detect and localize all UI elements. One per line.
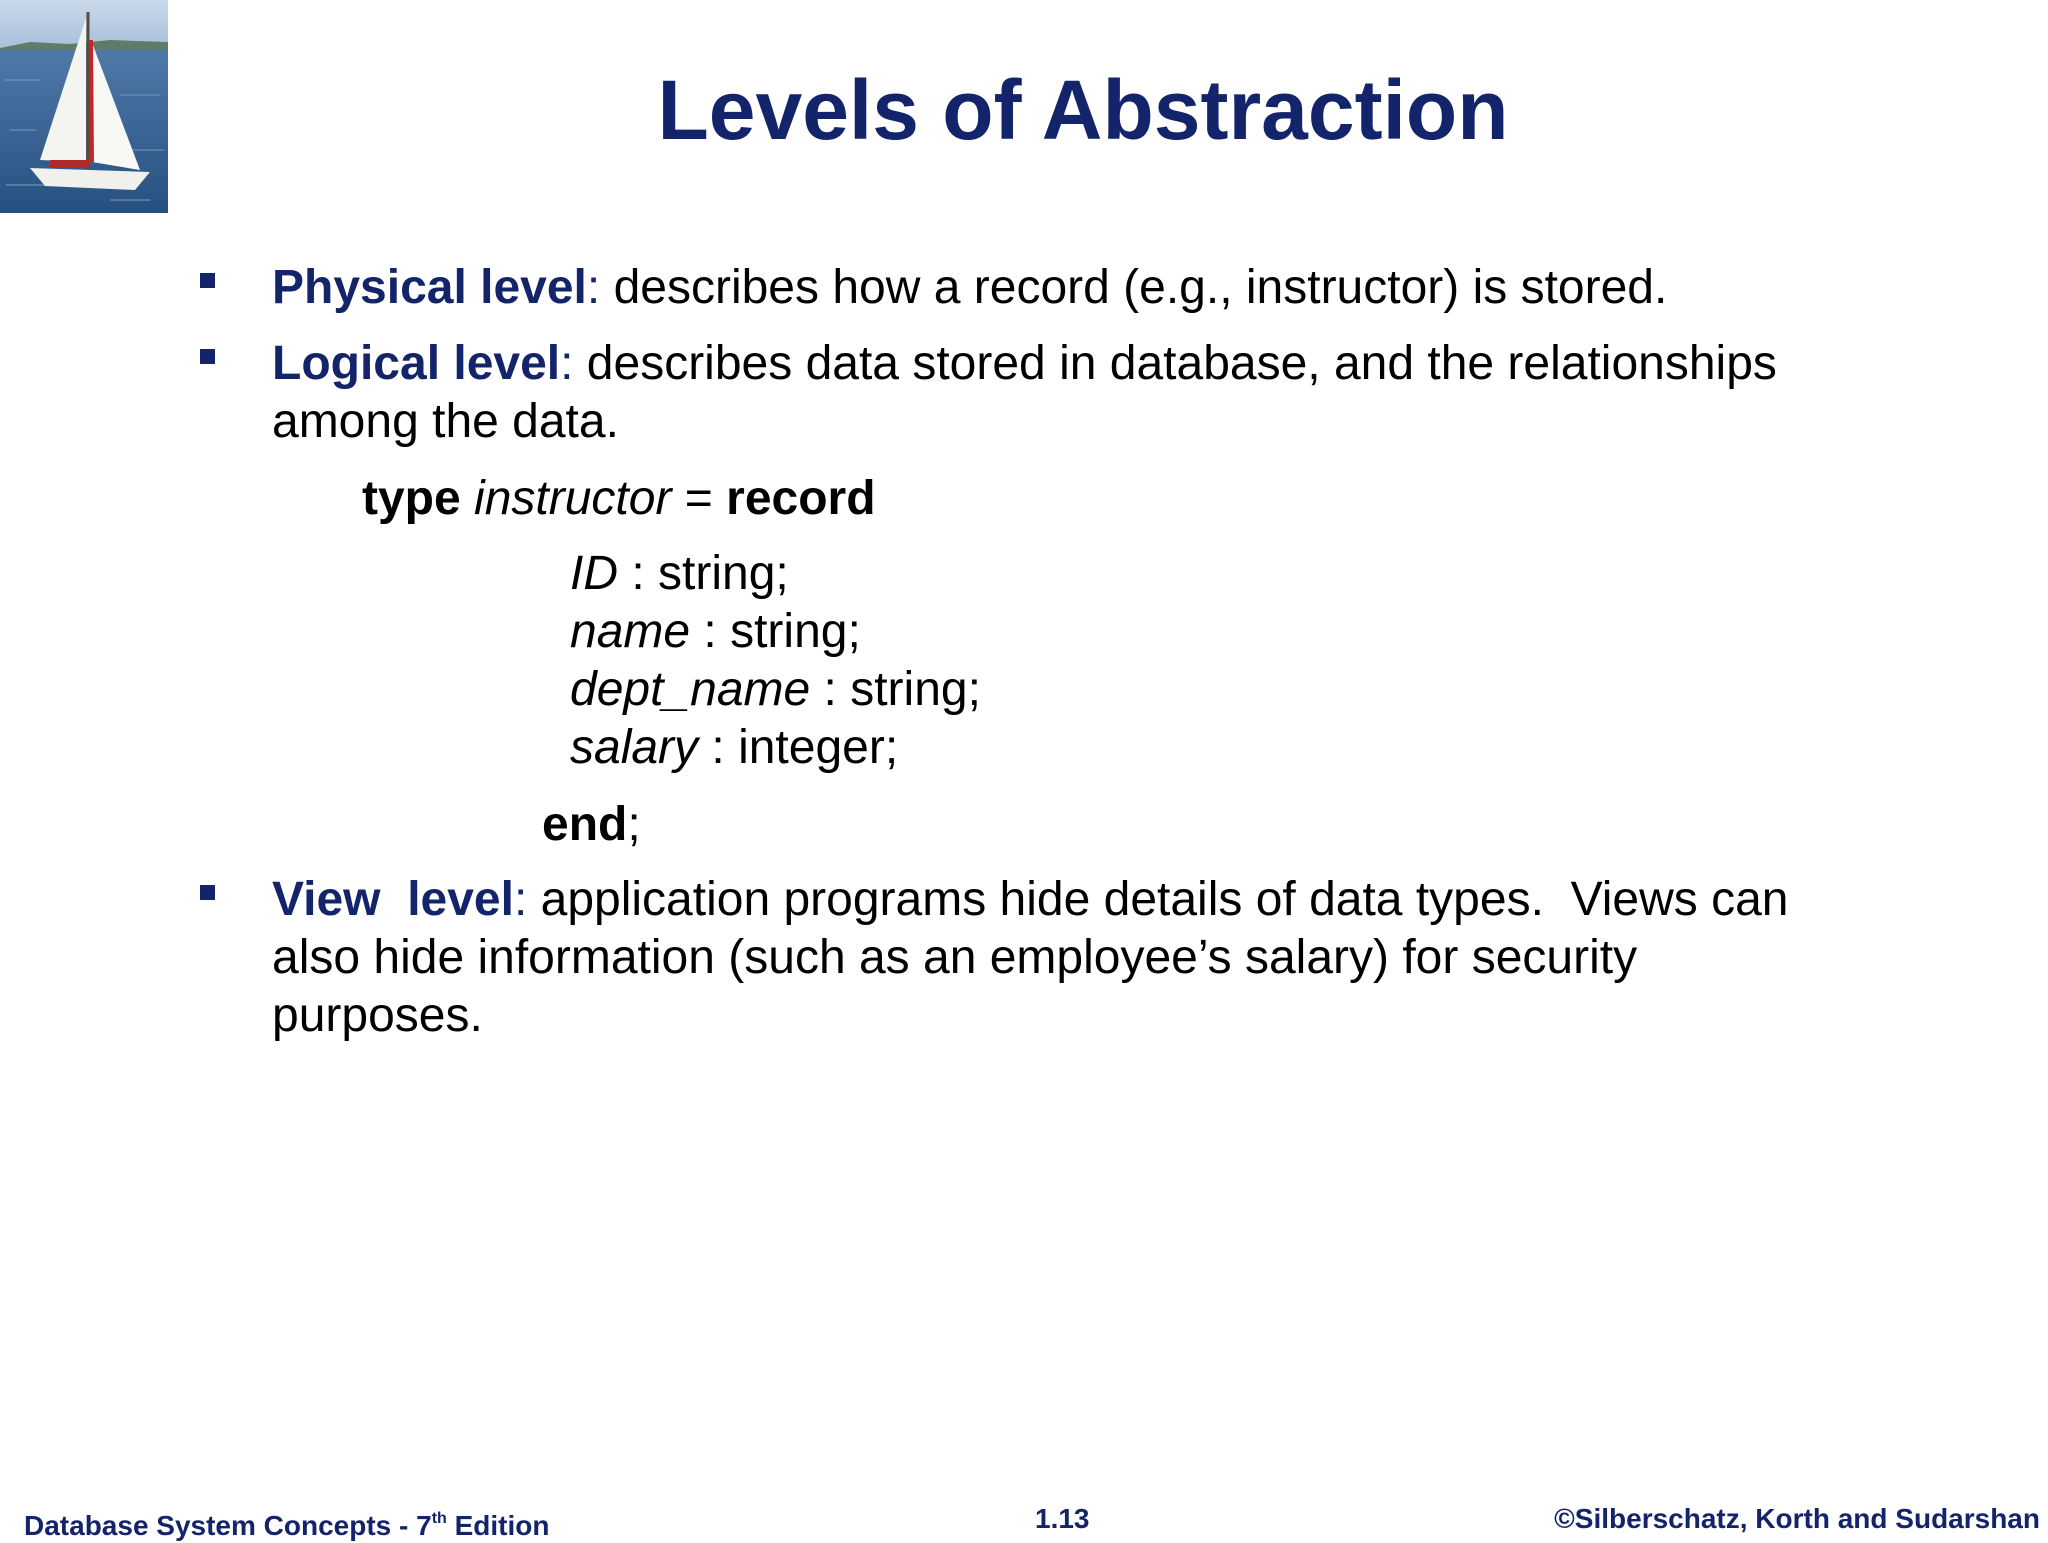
footer-title-sup: th (431, 1510, 447, 1527)
bullet-term: Physical level (272, 261, 587, 314)
code-field-name: dept_name (570, 663, 811, 716)
bullet-text-continued: among the data. (272, 395, 619, 448)
code-end (542, 796, 641, 854)
code-field-sep: : (618, 547, 659, 600)
bullet-marker-icon (200, 885, 215, 900)
code-keyword-end: end (542, 798, 628, 851)
code-keyword-record: record (726, 472, 876, 525)
bullet-text-continued: purposes. (272, 989, 483, 1042)
code-field-sep: : (690, 605, 731, 658)
bullet-physical-level (272, 259, 1667, 317)
footer-book-title (24, 1502, 549, 1543)
bullet-text-continued: also hide information (such as an employee’s salary) for security (272, 931, 1638, 984)
bullet-text: application programs hide details of data types. Views can (527, 873, 1789, 926)
code-field (570, 603, 861, 661)
bullet-term: View level (272, 873, 514, 926)
footer-copyright: ©Silberschatz, Korth and Sudarshan (1554, 1503, 2040, 1534)
footer-title-suffix: Edition (446, 1510, 550, 1541)
bullet-marker-icon (200, 349, 215, 364)
bullet-colon: : (513, 873, 528, 926)
code-keyword-type: type (362, 472, 461, 525)
code-type-name: instructor (474, 472, 672, 525)
footer-page-number: 1.13 (1035, 1503, 1090, 1534)
bullet-text: describes how a record (e.g., instructor) is stored. (600, 261, 1668, 314)
slide-title: Levels of Abstraction (657, 63, 1509, 157)
code-field-type: string; (850, 663, 981, 716)
footer-title-prefix: Database System Concepts - 7 (24, 1510, 432, 1541)
code-field-type: integer; (738, 721, 899, 774)
bullet-view-level (272, 871, 1788, 929)
code-field-name: salary (570, 721, 699, 774)
bullet-colon: : (560, 337, 574, 390)
code-field-sep: : (810, 663, 851, 716)
code-field-type: string; (730, 605, 861, 658)
code-field-name: name (570, 605, 691, 658)
code-field-sep: : (698, 721, 739, 774)
code-field-type: string; (658, 547, 789, 600)
code-end-punct: ; (627, 798, 641, 851)
code-field (570, 719, 898, 777)
bullet-text: describes data stored in database, and the relationships (573, 337, 1777, 390)
bullet-colon: : (586, 261, 601, 314)
bullet-marker-icon (200, 273, 215, 288)
code-field (570, 545, 789, 603)
code-field-name: ID (570, 547, 618, 600)
bullet-term: Logical level (272, 337, 561, 390)
code-field (570, 661, 981, 719)
code-type-declaration (362, 470, 876, 528)
bullet-logical-level (272, 335, 1777, 393)
code-equals: = (671, 472, 727, 525)
